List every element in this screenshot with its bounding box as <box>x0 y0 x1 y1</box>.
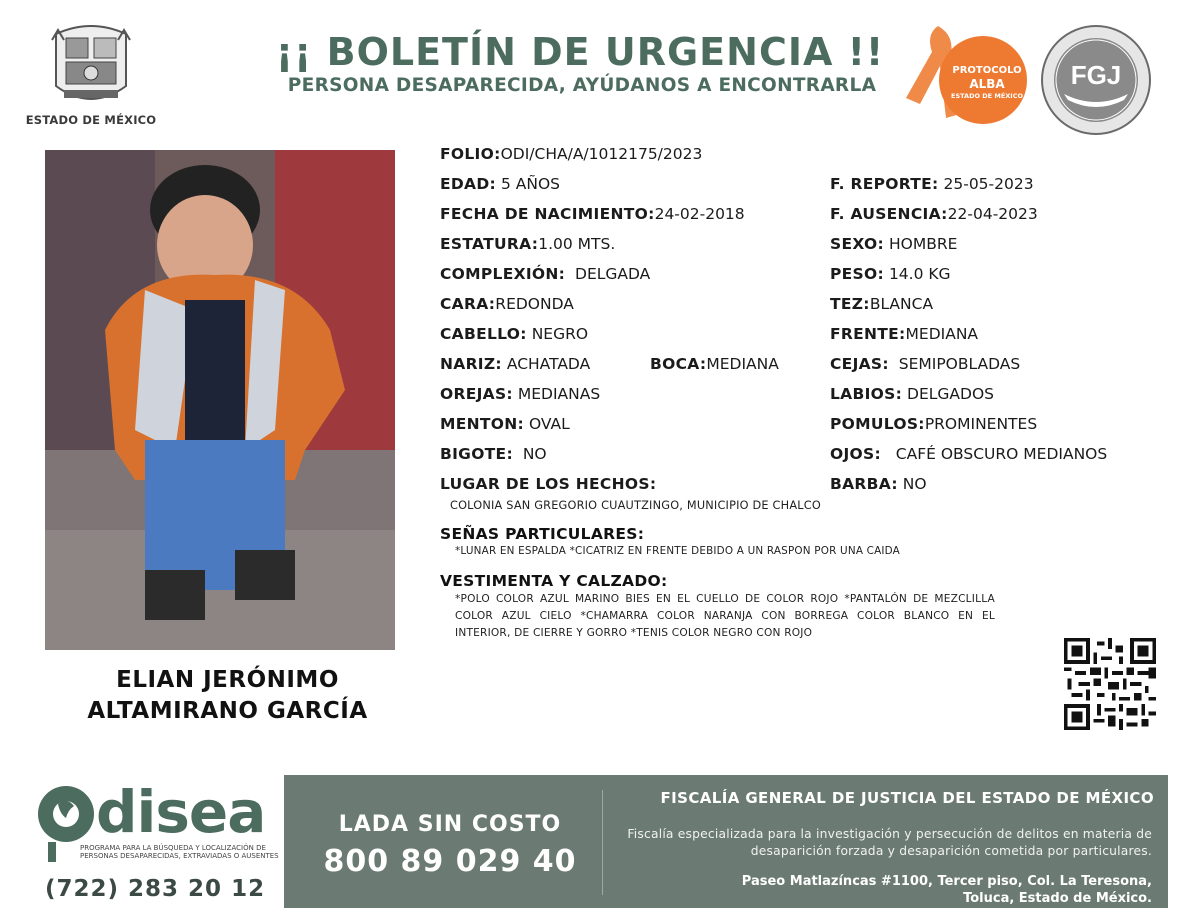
missing-person-photo <box>45 150 395 650</box>
field-value: ODI/CHA/A/1012175/2023 <box>500 145 703 163</box>
field-lugar-label: LUGAR DE LOS HECHOS: <box>440 475 657 493</box>
field-lugar-value: COLONIA SAN GREGORIO CUAUTZINGO, MUNICIPIO DE CHALCO <box>450 499 821 512</box>
odisea-phone[interactable]: (722) 283 20 12 <box>45 876 266 902</box>
fgj-seal-icon <box>1040 24 1152 136</box>
qr-code-icon[interactable] <box>1064 638 1156 730</box>
bulletin-subtitle: PERSONA DESAPARECIDA, AYÚDANOS A ENCONTRARLA <box>287 75 877 96</box>
field-label: FOLIO: <box>440 145 501 163</box>
field-f-ausencia: F. AUSENCIA:22-04-2023 <box>830 205 1038 223</box>
field-barba: BARBA: NO <box>830 475 927 493</box>
lada-phone-number[interactable]: 800 89 029 40 <box>323 844 577 879</box>
field-cejas: CEJAS: SEMIPOBLADAS <box>830 355 1021 373</box>
person-name <box>45 665 410 727</box>
person-name-line2: ALTAMIRANO GARCÍA <box>87 698 368 724</box>
state-seal-icon <box>50 20 132 108</box>
field-pomulos: POMULOS:PROMINENTES <box>830 415 1038 433</box>
field-complexion: COMPLEXIÓN: DELGADA <box>440 265 651 283</box>
field-fecha-nacimiento: FECHA DE NACIMIENTO:24-02-2018 <box>440 205 745 223</box>
bulletin-title: ¡¡ BOLETÍN DE URGENCIA !! <box>275 30 885 74</box>
field-orejas: OREJAS: MEDIANAS <box>440 385 601 403</box>
odisea-description: PROGRAMA PARA LA BÚSQUEDA Y LOCALIZACIÓN DE PERSONAS DESAPARECIDAS, EXTRAVIADAS O AUSENTES <box>80 844 279 860</box>
field-f-reporte: F. REPORTE: 25-05-2023 <box>830 175 1034 193</box>
field-edad: EDAD: 5 AÑOS <box>440 175 560 193</box>
protocolo-alba-text: PROTOCOLO ALBA ESTADO DE MÉXICO <box>951 65 1023 100</box>
address-line2: Toluca, Estado de México. <box>963 891 1152 906</box>
fiscalia-name: FISCALÍA GENERAL DE JUSTICIA DEL ESTADO DE MÉXICO <box>660 789 1154 807</box>
field-ojos: OJOS: CAFÉ OBSCURO MEDIANOS <box>830 445 1108 463</box>
fiscalia-address <box>660 873 1152 907</box>
field-tez: TEZ:BLANCA <box>830 295 934 313</box>
address-line1: Paseo Matlazíncas #1100, Tercer piso, Col. La Teresona, <box>741 874 1152 889</box>
vestimenta-label: VESTIMENTA Y CALZADO: <box>440 572 668 590</box>
field-frente: FRENTE:MEDIANA <box>830 325 979 343</box>
fiscalia-description: Fiscalía especializada para la investigación y persecución de delitos en materia de desaparición forzada y desaparición cometida por particulares. <box>627 827 1152 858</box>
field-boca: BOCA:MEDIANA <box>650 355 779 373</box>
svg-text:FGJ: FGJ <box>1070 60 1122 90</box>
field-cabello: CABELLO: NEGRO <box>440 325 589 343</box>
person-name-line1: ELIAN JERÓNIMO <box>116 667 339 693</box>
odisea-wordmark: disea <box>96 778 266 846</box>
field-bigote: BIGOTE: NO <box>440 445 547 463</box>
field-peso: PESO: 14.0 KG <box>830 265 951 283</box>
band-divider <box>602 790 603 895</box>
field-cara: CARA:REDONDA <box>440 295 574 313</box>
field-menton: MENTON: OVAL <box>440 415 570 433</box>
field-nariz: NARIZ: ACHATADA <box>440 355 591 373</box>
senas-label: SEÑAS PARTICULARES: <box>440 525 645 543</box>
field-folio <box>440 145 702 163</box>
lada-label: LADA SIN COSTO <box>338 812 562 837</box>
field-estatura: ESTATURA:1.00 MTS. <box>440 235 616 253</box>
state-label: ESTADO DE MÉXICO <box>25 113 157 127</box>
vestimenta-value: *POLO COLOR AZUL MARINO BIES EN EL CUELLO DE COLOR ROJO *PANTALÓN DE MEZCLILLA COLOR AZUL CIELO *CHAMARRA COLOR NARANJA CON BORREGA COLOR BLANCO EN EL INTERIOR, DE CIERRE Y GORRO *TENIS COLOR NEGRO CON ROJO <box>455 593 995 639</box>
field-labios: LABIOS: DELGADOS <box>830 385 994 403</box>
senas-value: *LUNAR EN ESPALDA *CICATRIZ EN FRENTE DEBIDO A UN RASPON POR UNA CAIDA <box>455 545 900 557</box>
field-sexo: SEXO: HOMBRE <box>830 235 958 253</box>
